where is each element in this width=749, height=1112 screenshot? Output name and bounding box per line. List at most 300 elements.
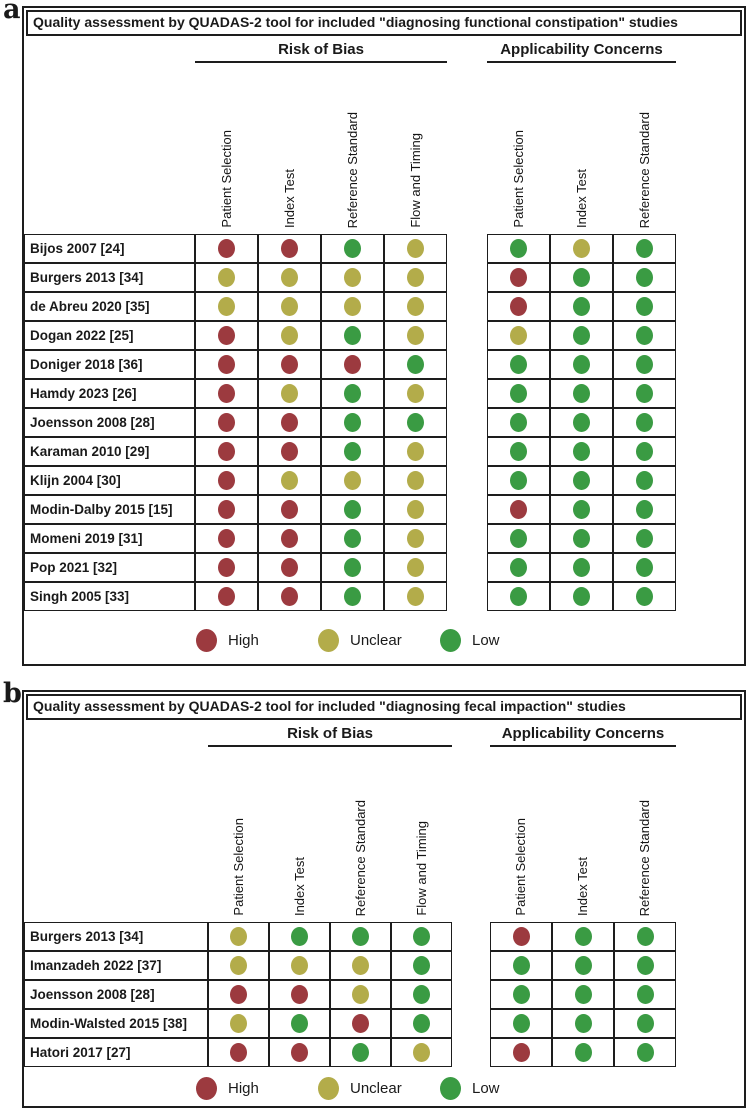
column-label-flow-and-timing: Flow and Timing (413, 821, 429, 916)
risk-of-bias-cell (195, 292, 258, 321)
status-dot-low (636, 413, 653, 432)
legend-dot-high (196, 1077, 217, 1100)
column-label-index-test: Index Test (573, 168, 589, 228)
status-dot-unclear (344, 471, 361, 490)
status-dot-low (510, 529, 527, 548)
status-dot-unclear (407, 239, 424, 258)
status-dot-high (218, 529, 235, 548)
status-dot-high (281, 529, 298, 548)
column-label-index-test: Index Test (291, 856, 307, 916)
status-dot-unclear (407, 587, 424, 606)
applicability-cell (487, 321, 550, 350)
risk-of-bias-cell (208, 951, 269, 980)
status-dot-high (218, 326, 235, 345)
risk-of-bias-cell (258, 379, 321, 408)
risk-of-bias-cell (258, 582, 321, 611)
applicability-cell (613, 495, 676, 524)
group-header-applicability-concerns: Applicability Concerns (490, 725, 676, 747)
status-dot-low (510, 413, 527, 432)
status-dot-low (413, 985, 430, 1004)
status-dot-low (513, 985, 530, 1004)
group-gap (447, 263, 487, 292)
risk-of-bias-cell (321, 234, 384, 263)
group-gap (447, 321, 487, 350)
legend-item-high (196, 1077, 259, 1100)
column-label-patient-selection: Patient Selection (513, 818, 528, 916)
status-dot-unclear (413, 1043, 430, 1062)
applicability-cell (550, 263, 613, 292)
status-dot-high (218, 558, 235, 577)
study-name: Pop 2021 [32] (24, 553, 195, 582)
status-dot-high (230, 985, 247, 1004)
risk-of-bias-cell (195, 408, 258, 437)
status-dot-high (281, 558, 298, 577)
risk-of-bias-cell (208, 1009, 269, 1038)
status-dot-unclear (407, 471, 424, 490)
risk-of-bias-cell (321, 524, 384, 553)
status-dot-low (575, 985, 592, 1004)
status-dot-low (573, 355, 590, 374)
legend-dot-unclear (318, 629, 339, 652)
risk-of-bias-cell (321, 263, 384, 292)
status-dot-low (636, 355, 653, 374)
applicability-cell (550, 524, 613, 553)
risk-of-bias-cell (258, 350, 321, 379)
risk-of-bias-cell (258, 466, 321, 495)
table-row (24, 524, 744, 553)
legend-label-low: Low (472, 632, 500, 649)
applicability-cell (487, 582, 550, 611)
legend-label-unclear: Unclear (350, 1080, 402, 1097)
risk-of-bias-cell (195, 524, 258, 553)
applicability-cell (487, 350, 550, 379)
status-dot-low (637, 985, 654, 1004)
status-dot-high (218, 442, 235, 461)
panel-b-header-area (24, 720, 744, 922)
status-dot-high (218, 587, 235, 606)
panel-a-letter: a (3, 0, 21, 25)
status-dot-high (230, 1043, 247, 1062)
applicability-cell (550, 466, 613, 495)
status-dot-unclear (281, 384, 298, 403)
status-dot-low (510, 587, 527, 606)
group-gap (452, 980, 490, 1009)
group-gap (447, 495, 487, 524)
risk-of-bias-cell (321, 437, 384, 466)
applicability-cell (550, 379, 613, 408)
risk-of-bias-cell (384, 408, 447, 437)
risk-of-bias-cell (384, 466, 447, 495)
study-name: Dogan 2022 [25] (24, 321, 195, 350)
applicability-cell (550, 582, 613, 611)
table-row (24, 553, 744, 582)
applicability-cell (552, 1038, 614, 1067)
table-row (24, 321, 744, 350)
status-dot-high (218, 500, 235, 519)
applicability-cell (614, 951, 676, 980)
study-name: Momeni 2019 [31] (24, 524, 195, 553)
status-dot-unclear (281, 326, 298, 345)
status-dot-low (291, 927, 308, 946)
applicability-cell (550, 292, 613, 321)
group-gap (447, 234, 487, 263)
status-dot-low (344, 413, 361, 432)
applicability-cell (487, 495, 550, 524)
applicability-cell (613, 553, 676, 582)
risk-of-bias-cell (258, 263, 321, 292)
risk-of-bias-cell (391, 1038, 452, 1067)
column-label-patient-selection: Patient Selection (218, 130, 234, 228)
group-header-risk-of-bias: Risk of Bias (195, 41, 447, 63)
risk-of-bias-cell (208, 922, 269, 951)
table-row (24, 1038, 744, 1067)
group-gap (447, 437, 487, 466)
applicability-cell (613, 524, 676, 553)
status-dot-low (291, 1014, 308, 1033)
table-row (24, 1009, 744, 1038)
risk-of-bias-cell (384, 379, 447, 408)
table-row (24, 234, 744, 263)
risk-of-bias-cell (384, 437, 447, 466)
status-dot-high (281, 413, 298, 432)
status-dot-low (637, 927, 654, 946)
risk-of-bias-cell (269, 1038, 330, 1067)
risk-of-bias-cell (258, 408, 321, 437)
risk-of-bias-cell (258, 524, 321, 553)
risk-of-bias-cell (195, 553, 258, 582)
status-dot-low (573, 587, 590, 606)
legend-dot-unclear (318, 1077, 339, 1100)
applicability-cell (487, 466, 550, 495)
group-gap (447, 408, 487, 437)
status-dot-unclear (573, 239, 590, 258)
status-dot-unclear (352, 985, 369, 1004)
risk-of-bias-cell (391, 1009, 452, 1038)
panel-b-title: Quality assessment by QUADAS-2 tool for included "diagnosing fecal impaction" studies (26, 694, 742, 720)
status-dot-unclear (352, 956, 369, 975)
study-name: Joensson 2008 [28] (24, 408, 195, 437)
status-dot-low (573, 529, 590, 548)
legend-item-low (440, 629, 500, 652)
legend-item-high (196, 629, 259, 652)
risk-of-bias-cell (195, 437, 258, 466)
risk-of-bias-cell (321, 582, 384, 611)
risk-of-bias-cell (330, 1038, 391, 1067)
status-dot-low (344, 442, 361, 461)
status-dot-low (636, 268, 653, 287)
risk-of-bias-cell (391, 980, 452, 1009)
status-dot-low (575, 927, 592, 946)
group-gap (447, 524, 487, 553)
applicability-cell (613, 350, 676, 379)
status-dot-low (510, 471, 527, 490)
applicability-cell (613, 379, 676, 408)
status-dot-unclear (230, 1014, 247, 1033)
status-dot-low (575, 1014, 592, 1033)
column-label-index-test: Index Test (575, 856, 590, 916)
group-gap (447, 553, 487, 582)
status-dot-low (636, 442, 653, 461)
applicability-cell (552, 1009, 614, 1038)
table-row (24, 350, 744, 379)
applicability-cell (552, 951, 614, 980)
status-dot-high (352, 1014, 369, 1033)
status-dot-low (637, 956, 654, 975)
column-label-reference-standard: Reference Standard (636, 111, 652, 228)
status-dot-low (573, 268, 590, 287)
status-dot-low (636, 239, 653, 258)
risk-of-bias-cell (384, 263, 447, 292)
study-name: Burgers 2013 [34] (24, 263, 195, 292)
applicability-cell (613, 292, 676, 321)
status-dot-unclear (407, 384, 424, 403)
applicability-cell (490, 1009, 552, 1038)
status-dot-low (413, 956, 430, 975)
applicability-cell (613, 437, 676, 466)
risk-of-bias-cell (195, 321, 258, 350)
risk-of-bias-cell (208, 980, 269, 1009)
status-dot-low (573, 326, 590, 345)
study-name: Bijos 2007 [24] (24, 234, 195, 263)
applicability-cell (550, 234, 613, 263)
table-row (24, 582, 744, 611)
status-dot-high (218, 355, 235, 374)
applicability-cell (613, 234, 676, 263)
applicability-cell (490, 951, 552, 980)
risk-of-bias-cell (384, 524, 447, 553)
risk-of-bias-cell (258, 495, 321, 524)
status-dot-high (344, 355, 361, 374)
applicability-cell (490, 1038, 552, 1067)
study-name: Joensson 2008 [28] (24, 980, 208, 1009)
applicability-cell (552, 922, 614, 951)
applicability-cell (550, 350, 613, 379)
group-gap (452, 922, 490, 951)
group-gap (452, 951, 490, 980)
applicability-cell (614, 1009, 676, 1038)
status-dot-low (344, 239, 361, 258)
study-name: Doniger 2018 [36] (24, 350, 195, 379)
risk-of-bias-cell (321, 495, 384, 524)
status-dot-unclear (407, 297, 424, 316)
risk-of-bias-cell (258, 321, 321, 350)
risk-of-bias-cell (384, 350, 447, 379)
status-dot-unclear (407, 500, 424, 519)
column-label-reference-standard: Reference Standard (352, 799, 368, 916)
status-dot-unclear (281, 268, 298, 287)
status-dot-low (344, 384, 361, 403)
legend-dot-high (196, 629, 217, 652)
applicability-cell (550, 495, 613, 524)
applicability-cell (490, 980, 552, 1009)
panel-b-box (22, 690, 746, 1108)
status-dot-unclear (218, 297, 235, 316)
risk-of-bias-cell (195, 379, 258, 408)
status-dot-unclear (407, 529, 424, 548)
study-name: Hatori 2017 [27] (24, 1038, 208, 1067)
status-dot-low (344, 587, 361, 606)
table-row (24, 379, 744, 408)
applicability-cell (614, 922, 676, 951)
risk-of-bias-cell (258, 553, 321, 582)
risk-of-bias-cell (384, 495, 447, 524)
status-dot-high (218, 239, 235, 258)
study-name: de Abreu 2020 [35] (24, 292, 195, 321)
status-dot-low (413, 927, 430, 946)
risk-of-bias-cell (330, 1009, 391, 1038)
legend-label-unclear: Unclear (350, 632, 402, 649)
status-dot-low (510, 384, 527, 403)
study-name: Karaman 2010 [29] (24, 437, 195, 466)
status-dot-low (636, 529, 653, 548)
group-gap (447, 582, 487, 611)
status-dot-unclear (281, 297, 298, 316)
status-dot-high (218, 384, 235, 403)
applicability-cell (487, 524, 550, 553)
risk-of-bias-cell (384, 321, 447, 350)
status-dot-low (636, 587, 653, 606)
study-name: Modin-Dalby 2015 [15] (24, 495, 195, 524)
column-label-patient-selection: Patient Selection (230, 818, 246, 916)
status-dot-low (344, 326, 361, 345)
column-label-reference-standard: Reference Standard (637, 799, 652, 916)
column-label-flow-and-timing: Flow and Timing (407, 133, 423, 228)
risk-of-bias-cell (330, 922, 391, 951)
table-row (24, 495, 744, 524)
status-dot-low (637, 1043, 654, 1062)
status-dot-low (352, 927, 369, 946)
risk-of-bias-cell (195, 466, 258, 495)
status-dot-low (510, 442, 527, 461)
applicability-cell (550, 408, 613, 437)
study-name: Burgers 2013 [34] (24, 922, 208, 951)
legend-item-low (440, 1077, 500, 1100)
applicability-cell (490, 922, 552, 951)
status-dot-low (344, 558, 361, 577)
status-dot-low (513, 1014, 530, 1033)
status-dot-high (510, 268, 527, 287)
status-dot-low (573, 500, 590, 519)
applicability-cell (613, 263, 676, 292)
status-dot-high (513, 1043, 530, 1062)
status-dot-low (636, 384, 653, 403)
status-dot-low (573, 384, 590, 403)
risk-of-bias-cell (321, 408, 384, 437)
status-dot-high (510, 500, 527, 519)
risk-of-bias-cell (195, 350, 258, 379)
status-dot-low (413, 1014, 430, 1033)
status-dot-unclear (230, 927, 247, 946)
group-gap (447, 466, 487, 495)
status-dot-high (281, 587, 298, 606)
status-dot-low (407, 355, 424, 374)
status-dot-high (218, 471, 235, 490)
status-dot-high (281, 442, 298, 461)
applicability-cell (487, 437, 550, 466)
risk-of-bias-cell (321, 321, 384, 350)
risk-of-bias-cell (208, 1038, 269, 1067)
status-dot-high (291, 1043, 308, 1062)
applicability-cell (487, 234, 550, 263)
status-dot-high (281, 500, 298, 519)
applicability-cell (487, 379, 550, 408)
status-dot-unclear (407, 326, 424, 345)
status-dot-unclear (281, 471, 298, 490)
table-row (24, 263, 744, 292)
status-dot-unclear (510, 326, 527, 345)
status-dot-high (291, 985, 308, 1004)
applicability-cell (613, 408, 676, 437)
risk-of-bias-cell (391, 922, 452, 951)
legend-label-low: Low (472, 1080, 500, 1097)
applicability-cell (487, 408, 550, 437)
risk-of-bias-cell (258, 437, 321, 466)
panel-b-letter: b (3, 678, 22, 709)
status-dot-low (344, 500, 361, 519)
table-row (24, 951, 744, 980)
status-dot-low (573, 471, 590, 490)
risk-of-bias-cell (195, 263, 258, 292)
risk-of-bias-cell (330, 951, 391, 980)
status-dot-low (510, 355, 527, 374)
status-dot-low (344, 529, 361, 548)
column-label-reference-standard: Reference Standard (344, 111, 360, 228)
panel-a-table (24, 234, 744, 611)
table-row (24, 922, 744, 951)
status-dot-high (281, 239, 298, 258)
applicability-cell (614, 1038, 676, 1067)
legend-item-unclear (318, 629, 402, 652)
group-gap (452, 1009, 490, 1038)
status-dot-high (218, 413, 235, 432)
legend-label-high: High (228, 632, 259, 649)
applicability-cell (550, 321, 613, 350)
status-dot-low (636, 471, 653, 490)
risk-of-bias-cell (258, 292, 321, 321)
status-dot-unclear (230, 956, 247, 975)
table-row (24, 980, 744, 1009)
status-dot-low (573, 297, 590, 316)
risk-of-bias-cell (195, 582, 258, 611)
risk-of-bias-cell (269, 951, 330, 980)
risk-of-bias-cell (391, 951, 452, 980)
table-row (24, 408, 744, 437)
risk-of-bias-cell (384, 582, 447, 611)
study-name: Modin-Walsted 2015 [38] (24, 1009, 208, 1038)
legend-label-high: High (228, 1080, 259, 1097)
risk-of-bias-cell (269, 980, 330, 1009)
column-label-index-test: Index Test (281, 168, 297, 228)
study-name: Imanzadeh 2022 [37] (24, 951, 208, 980)
risk-of-bias-cell (321, 466, 384, 495)
risk-of-bias-cell (384, 292, 447, 321)
status-dot-high (281, 355, 298, 374)
risk-of-bias-cell (321, 379, 384, 408)
study-name: Hamdy 2023 [26] (24, 379, 195, 408)
status-dot-low (636, 297, 653, 316)
applicability-cell (487, 553, 550, 582)
status-dot-low (575, 1043, 592, 1062)
panel-a-header-area (24, 36, 744, 234)
risk-of-bias-cell (321, 292, 384, 321)
status-dot-low (407, 413, 424, 432)
risk-of-bias-cell (269, 1009, 330, 1038)
risk-of-bias-cell (330, 980, 391, 1009)
status-dot-high (513, 927, 530, 946)
group-gap (447, 292, 487, 321)
risk-of-bias-cell (321, 350, 384, 379)
risk-of-bias-cell (258, 234, 321, 263)
